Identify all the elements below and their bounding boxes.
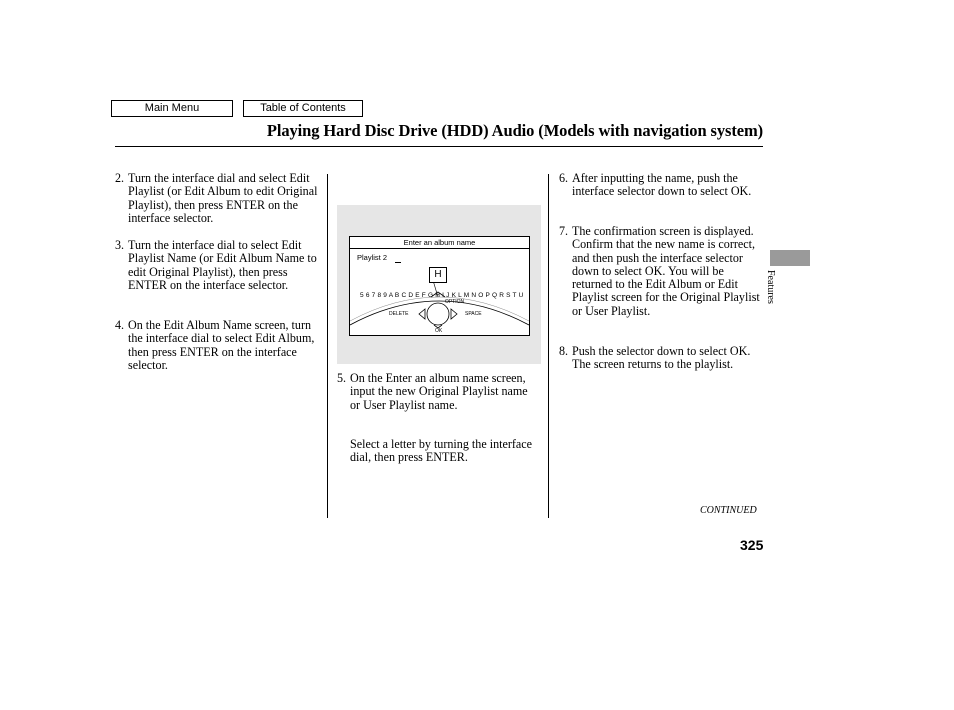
- dial-graphic: [350, 237, 529, 335]
- step-number: 8.: [559, 344, 569, 358]
- screen-title: Enter an album name: [350, 237, 529, 249]
- section-tab: [770, 250, 810, 266]
- step-item: [115, 319, 320, 372]
- section-label-text: Features: [765, 270, 776, 304]
- letter-row: 5 6 7 8 9 A B C D E F G H I J K L M N O P Q R S T U: [360, 292, 524, 299]
- step-item: [559, 345, 763, 372]
- step-number: 4.: [115, 318, 125, 332]
- step-text: Turn the interface dial and select Edit Playlist (or Edit Album to edit Original Playlist), then press ENTER on the interface selector.: [128, 171, 318, 225]
- space-label: SPACE: [465, 311, 482, 317]
- step-text: On the Enter an album name screen, input the new Original Playlist name or User Playlist name.: [350, 371, 528, 412]
- instruction-text: Select a letter by turning the interface dial, then press ENTER.: [350, 437, 532, 465]
- step-number: 6.: [559, 171, 569, 185]
- step-item: [559, 225, 763, 318]
- step-item: [337, 372, 537, 412]
- table-of-contents-button[interactable]: Table of Contents: [243, 100, 363, 117]
- column-divider: [327, 174, 328, 518]
- ok-label: OK: [435, 328, 443, 334]
- delete-label: DELETE: [389, 311, 409, 317]
- continued-label: CONTINUED: [700, 505, 757, 516]
- step-number: 3.: [115, 238, 125, 252]
- step-number: 7.: [559, 224, 569, 238]
- step-number: 5.: [337, 371, 347, 385]
- page-title: Playing Hard Disc Drive (HDD) Audio (Models with navigation system): [266, 121, 763, 140]
- step-text: After inputting the name, push the interface selector down to select OK.: [572, 171, 752, 199]
- step-text: On the Edit Album Name screen, turn the interface dial to select Edit Album, then press ENTER on the interface selector.: [128, 318, 315, 372]
- step-text: Push the selector down to select OK. The screen returns to the playlist.: [572, 344, 751, 372]
- album-name-screen: [349, 236, 530, 336]
- column-divider: [548, 174, 549, 518]
- step-item: [115, 239, 320, 292]
- step-item: [115, 172, 320, 225]
- step-text: Turn the interface dial to select Edit Playlist Name (or Edit Album Name to edit Original Playlist), then press ENTER on the interface selector.: [128, 238, 317, 292]
- step-number: 2.: [115, 171, 125, 185]
- option-label: OPTION: [445, 299, 465, 305]
- main-menu-button[interactable]: Main Menu: [111, 100, 233, 117]
- playlist-name-field: Playlist 2: [357, 253, 388, 262]
- section-label: [765, 270, 782, 320]
- page-number: 325: [740, 537, 764, 553]
- title-rule: [115, 146, 763, 147]
- callout-label: H: [429, 267, 447, 283]
- step-item: [559, 172, 763, 199]
- step-text: The confirmation screen is displayed. Confirm that the new name is correct, and then push the interface selector down to select OK. You will be returned to the Edit Album or Edit Playlist screen for the Original Playlist or User Playlist.: [572, 224, 760, 318]
